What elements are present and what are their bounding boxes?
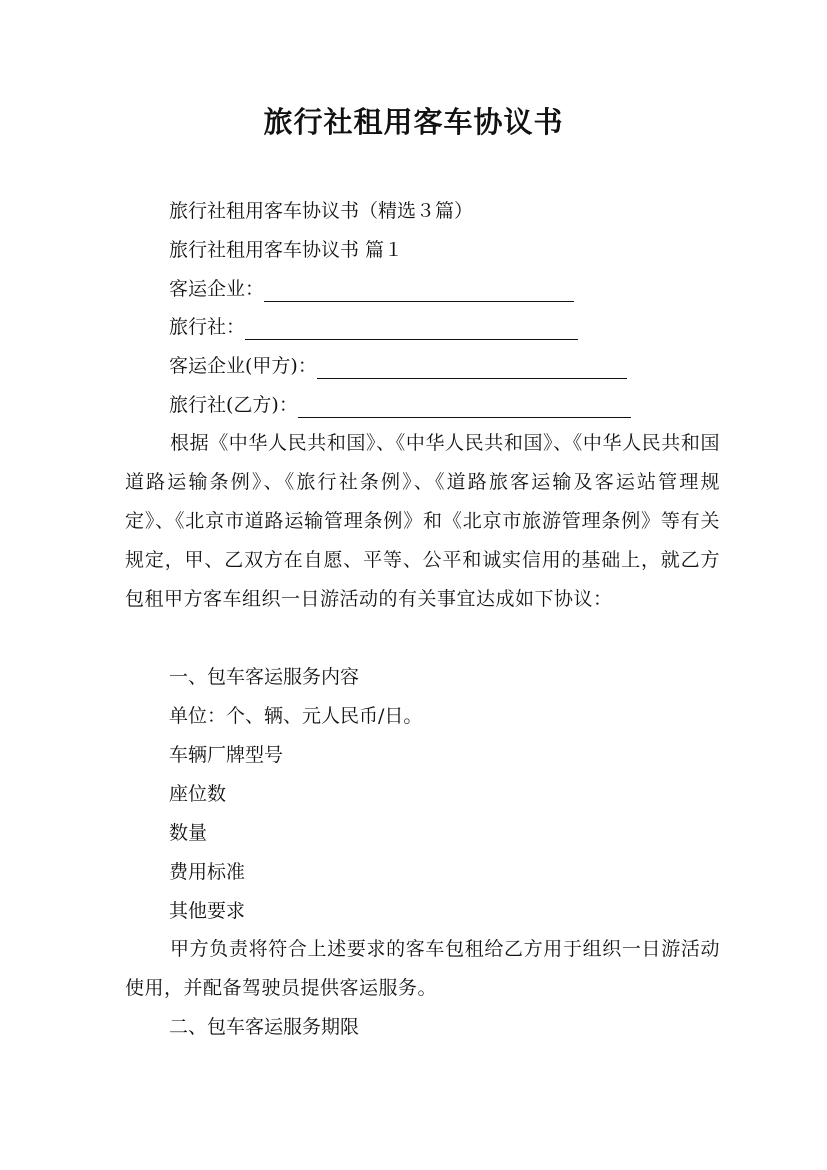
field-label: 旅行社(乙方)： bbox=[169, 394, 298, 416]
section2-heading: 二、包车客运服务期限 bbox=[169, 1016, 360, 1038]
section-heading: 旅行社租用客车协议书 篇１ bbox=[169, 239, 404, 261]
fill-in-blank bbox=[317, 358, 627, 379]
field-label: 旅行社： bbox=[169, 316, 246, 338]
service-paragraph: 甲方负责将符合上述要求的客车包租给乙方用于组织一日游活动使用，并配备驾驶员提供客运服务。 bbox=[125, 938, 720, 999]
item-vehicle-model: 车辆厂牌型号 bbox=[169, 744, 284, 766]
item-seat-count: 座位数 bbox=[169, 783, 227, 805]
field-party-a bbox=[169, 353, 627, 379]
item-fee-standard: 费用标准 bbox=[169, 861, 246, 883]
intro-paragraph: 根据《中华人民共和国》、《中华人民共和国》、《中华人民共和国道路运输条例》、《旅行社条例》、《道路旅客运输及客运站管理规定》、《北京市道路运输管理条例》和《北京市旅游管理条例》等有关规定，甲、乙双方在自愿、平等、公平和诚实信用的基础上，就乙方包租甲方客车组织一日游活动的有关事宜达成如下协议： bbox=[125, 432, 720, 610]
field-travel-agency bbox=[169, 314, 578, 340]
item-other-requirements: 其他要求 bbox=[169, 900, 246, 922]
document-title: 旅行社租用客车协议书 bbox=[263, 105, 564, 139]
unit-line: 单位：个、辆、元人民币/日。 bbox=[169, 705, 423, 727]
item-quantity: 数量 bbox=[169, 822, 208, 844]
field-label: 客运企业： bbox=[169, 278, 265, 300]
field-party-b bbox=[169, 392, 631, 418]
fill-in-blank bbox=[298, 397, 631, 418]
section1-heading: 一、包车客运服务内容 bbox=[169, 666, 360, 688]
document-subtitle: 旅行社租用客车协议书（精选３篇） bbox=[169, 200, 474, 222]
field-passenger-company bbox=[169, 276, 574, 302]
fill-in-blank bbox=[264, 281, 574, 302]
fill-in-blank bbox=[245, 319, 578, 340]
field-label: 客运企业(甲方)： bbox=[169, 355, 317, 377]
